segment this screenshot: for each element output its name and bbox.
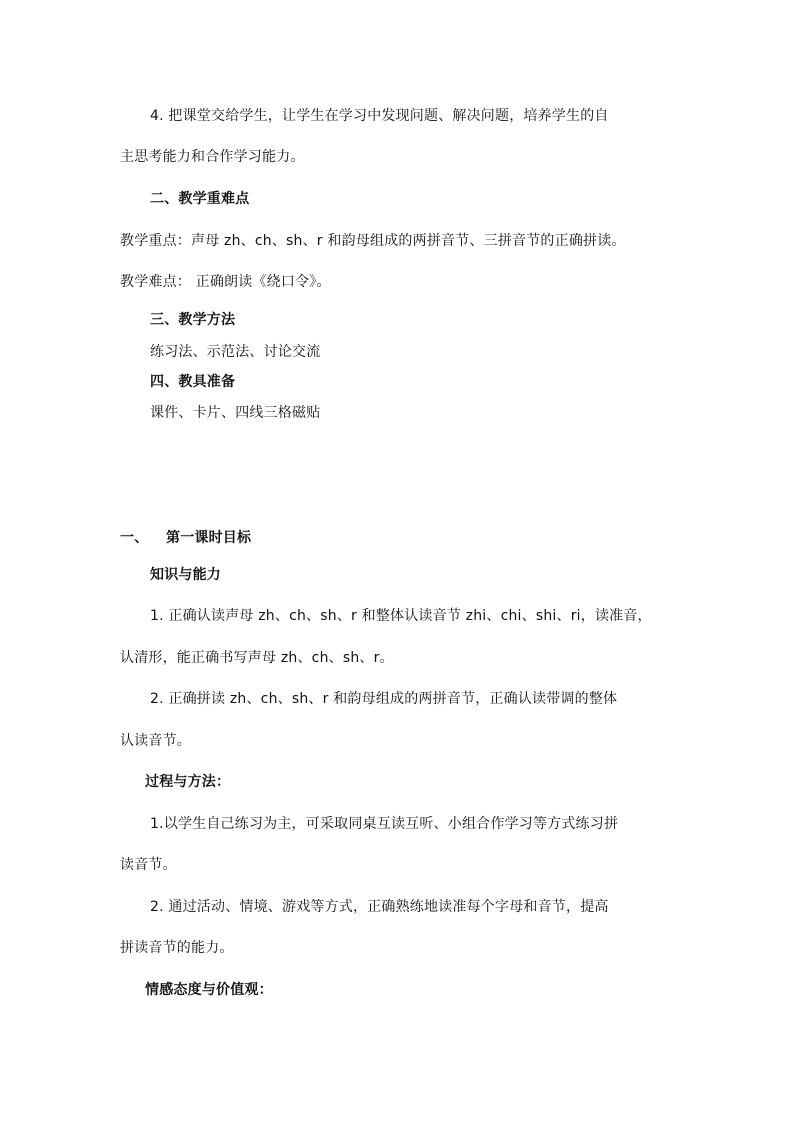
teaching-tools: 课件、卡片、四线三格磁贴	[150, 405, 321, 421]
knowledge-item-2-line1: 2. 正确拼读 zh、ch、sh、r 和韵母组成的两拼音节，正确认读带调的整体	[150, 691, 618, 707]
section-3-heading: 三、教学方法	[150, 312, 236, 328]
process-item-2-line2: 拼读音节的能力。	[120, 940, 234, 956]
lesson-1-title: 第一课时目标	[166, 530, 252, 546]
process-item-1-line2: 读音节。	[120, 857, 177, 873]
section-2-heading: 二、教学重难点	[150, 191, 250, 207]
knowledge-item-1-line2: 认清形，能正确书写声母 zh、ch、sh、r。	[120, 650, 394, 666]
process-item-2-line1: 2. 通过活动、情境、游戏等方式，正确熟练地读准每个字母和音节，提高	[150, 899, 609, 915]
teaching-methods: 练习法、示范法、讨论交流	[150, 344, 321, 360]
section-4-heading: 四、教具准备	[150, 374, 236, 390]
knowledge-heading: 知识与能力	[150, 567, 221, 583]
knowledge-item-1-line1: 1. 正确认读声母 zh、ch、sh、r 和整体认读音节 zhi、chi、shi、ri，读准音，	[150, 608, 652, 624]
process-item-1-line1: 1.以学生自己练习为主，可采取同桌互读互听、小组合作学习等方式练习拼	[150, 816, 619, 832]
emotion-heading: 情感态度与价值观：	[145, 982, 273, 998]
lesson-1-marker: 一、	[120, 530, 149, 546]
lesson-1-heading	[120, 529, 251, 547]
goal-4-line2: 主思考能力和合作学习能力。	[120, 149, 305, 165]
process-heading: 过程与方法：	[145, 774, 231, 790]
knowledge-item-2-line2: 认读音节。	[120, 733, 191, 749]
teaching-difficulty: 教学难点： 正确朗读《绕口令》。	[120, 274, 331, 290]
teaching-focus: 教学重点：声母 zh、ch、sh、r 和韵母组成的两拼音节、三拼音节的正确拼读。	[120, 233, 626, 249]
goal-4-line1: 4. 把课堂交给学生，让学生在学习中发现问题、解决问题，培养学生的自	[150, 108, 609, 124]
